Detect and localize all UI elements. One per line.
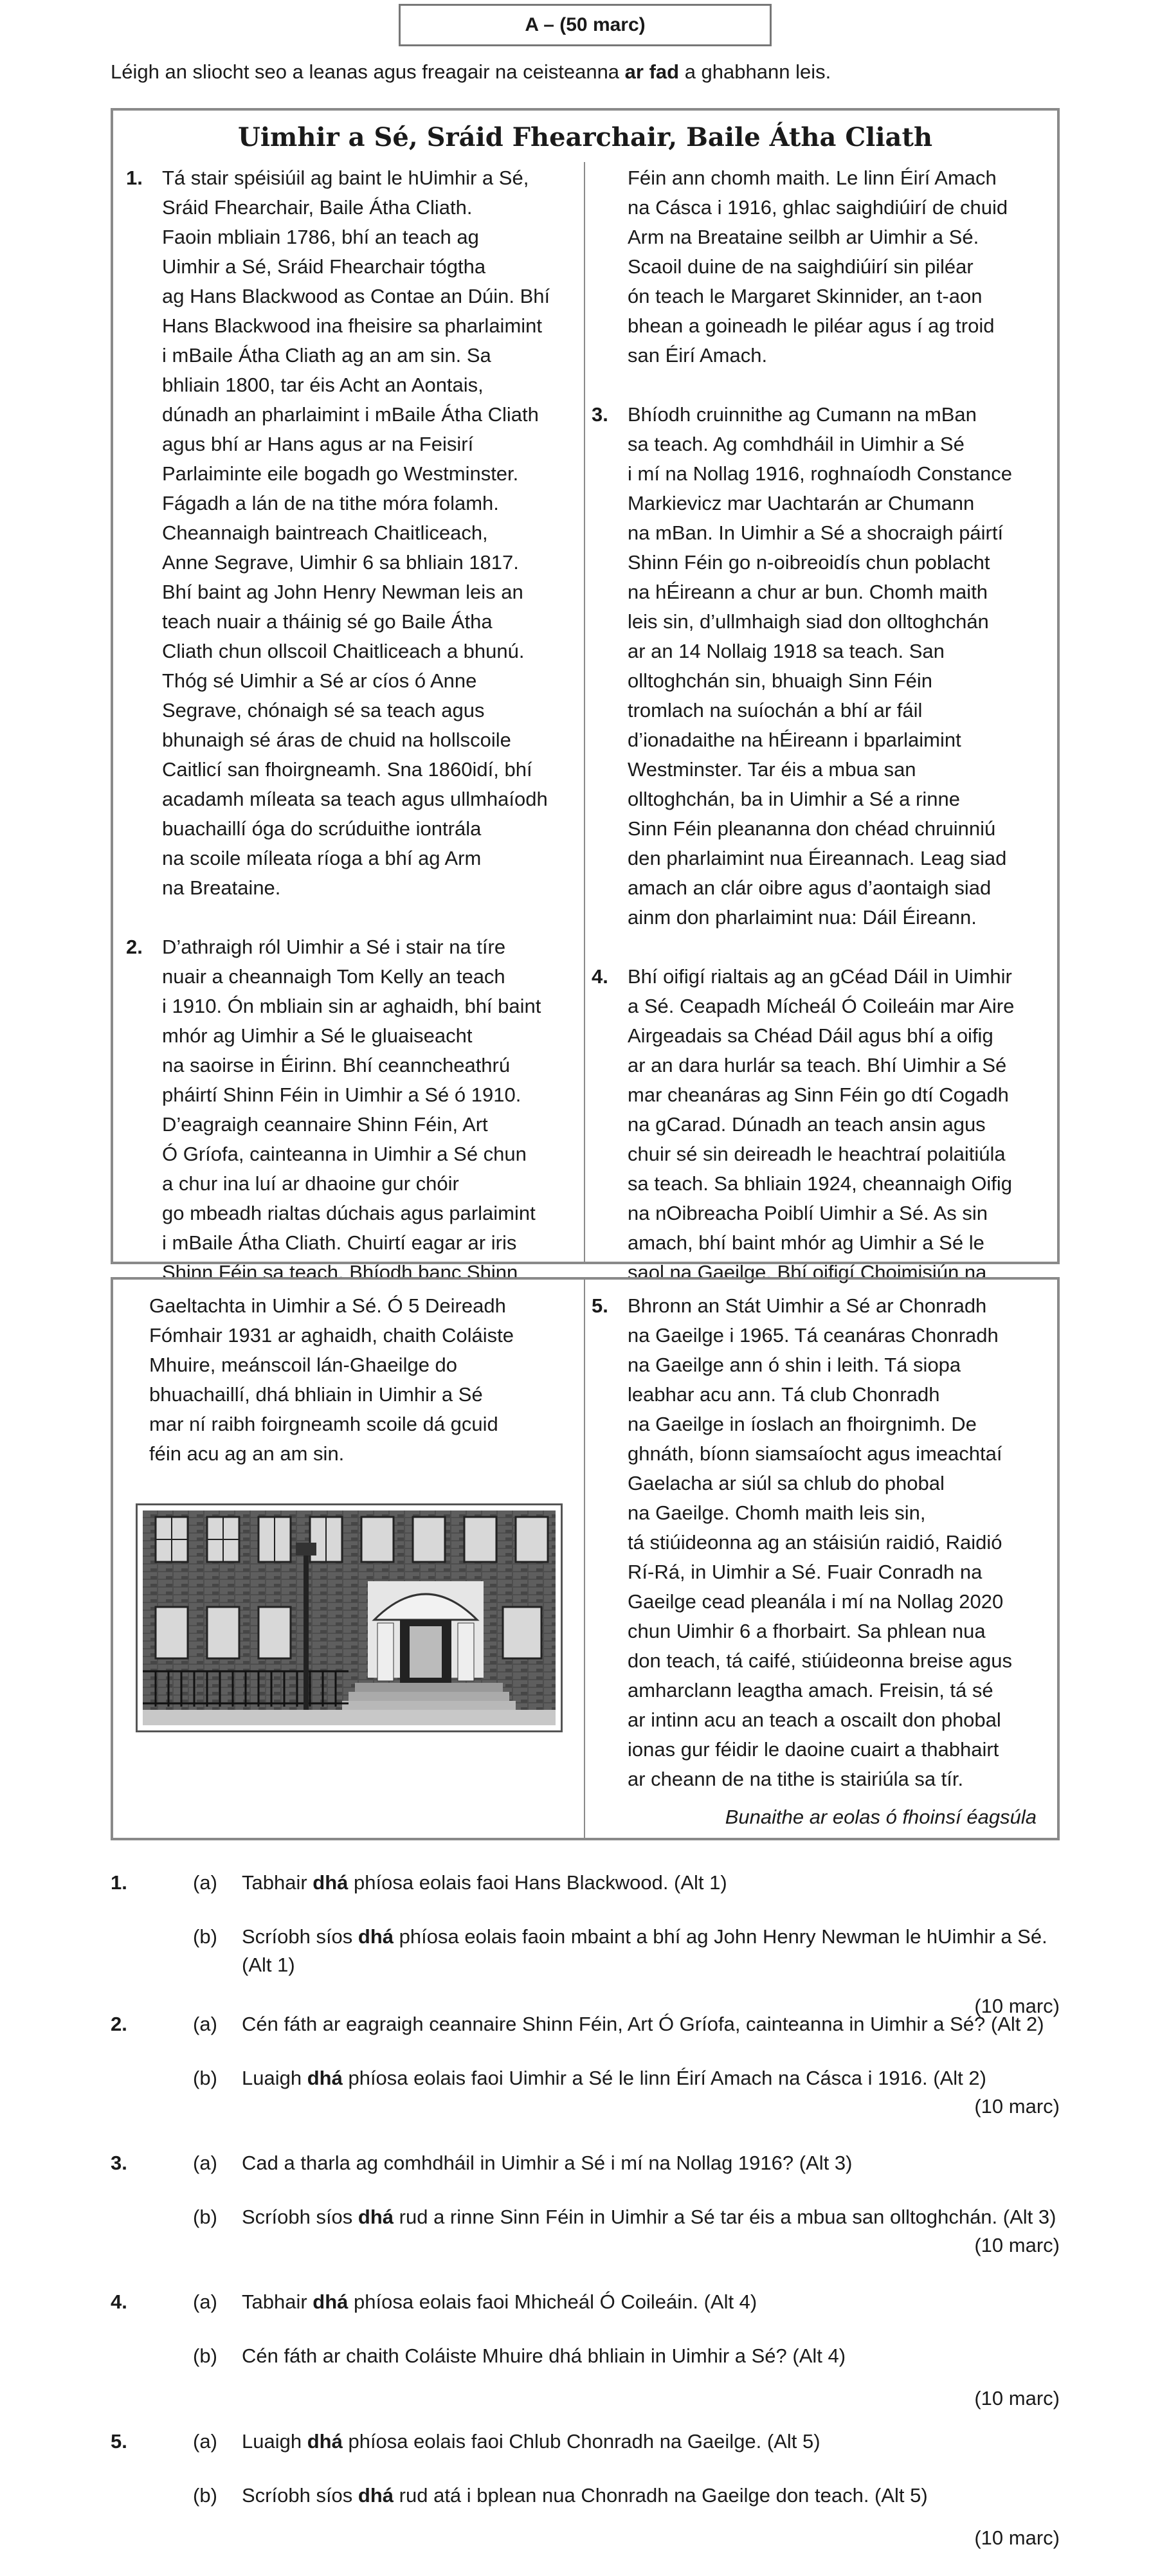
passage-line: saol na Gaeilge. Bhí oifigí Choimisiún na [628,1261,987,1283]
passage-line: Hans Blackwood ina fheisire sa pharlaimint [162,314,543,337]
question-text: Cad a tharla ag comhdháil in Uimhir a Sé i mí na Nollag 1916? (Alt 3) [242,2152,853,2174]
question-bold: dhá [358,2484,394,2507]
question-text: Tabhair [242,2290,313,2313]
passage-line: Ó Gríofa, cainteanna in Uimhir a Sé chun [162,1143,527,1165]
question-bold: dhá [307,2067,343,2089]
passage-line: na Cásca i 1916, ghlac saighdiúirí de chuid [628,196,1008,219]
passage-line: na Gaeilge in íoslach an fhoirgnimh. De [628,1413,977,1435]
passage-line: nuair a cheannaigh Tom Kelly an teach [162,965,505,988]
passage-line: ar intinn acu an teach a oscailt don phobal [628,1709,1001,1731]
question-marks: (10 marc) [974,2387,1060,2409]
question-part-text [242,1923,1060,1979]
paragraph-number: 2. [126,936,143,958]
question-bold: dhá [307,2430,343,2453]
passage-line: i mBaile Átha Cliath ag an am sin. Sa [162,344,491,367]
passage-line: na scoile míleata ríoga a bhí ag Arm [162,847,482,869]
question-marks: (10 marc) [974,2234,1060,2256]
building-photo [136,1503,563,1732]
question-bold: dhá [358,2206,394,2228]
passage-line: na Gaeilge. Chomh maith leis sin, [628,1501,926,1524]
passage-line: Markievicz mar Uachtarán ar Chumann [628,492,975,514]
paragraph-3 [592,400,1052,932]
passage-line: mhór ag Uimhir a Sé le gluaiseacht [162,1024,473,1047]
question-text: phíosa eolais faoi Uimhir a Sé le linn Éirí Amach na Cásca i 1916. (Alt 2) [342,2067,986,2089]
passage-line: Bhí oifigí rialtais ag an gCéad Dáil in Uimhir [628,965,1012,988]
passage-line: pháirtí Shinn Féin in Uimhir a Sé ó 1910. [162,1084,521,1106]
passage-line: Shinn Féin sa teach. Bhíodh banc Shinn [162,1261,518,1283]
right-column [592,163,1052,1287]
question-part-label: (a) [193,2013,217,2035]
passage-line: Arm na Breataine seilbh ar Uimhir a Sé. [628,226,979,248]
instruction [111,60,831,84]
question-part-label: (b) [193,2345,217,2367]
passage-line: chun Uimhir 6 a fhorbairt. Sa phlean nua [628,1620,986,1642]
paragraph-1 [126,163,574,903]
passage-line: ar an 14 Nollaig 1918 sa teach. San [628,640,945,662]
question-part-text [242,2064,1060,2092]
paragraph-4-continued [149,1291,574,1469]
question-part-text [242,1869,1060,1897]
passage-line: teach nuair a tháinig sé go Baile Átha [162,610,493,633]
question-text: rud atá i bplean nua Chonradh na Gaeilge don teach. (Alt 5) [394,2484,928,2507]
passage-line: sa teach. Ag comhdháil in Uimhir a Sé [628,433,965,455]
question-part-text [242,2288,1060,2316]
passage-line: Rí-Rá, in Uimhir a Sé. Fuair Conradh na [628,1561,983,1583]
passage-line: olltoghchán, ba in Uimhir a Sé a rinne [628,788,960,810]
question-part-text [242,2203,1060,2231]
passage-line: Anne Segrave, Uimhir 6 sa bhliain 1817. [162,551,519,574]
passage-line: tromlach na suíochán a bhí ar fáil [628,699,923,721]
question-number: 2. [111,2013,127,2035]
passage-line: féin acu ag an am sin. [149,1442,345,1465]
passage-line: san Éirí Amach. [628,344,768,367]
question-text: Luaigh [242,2067,307,2089]
question-text: (Alt 1) [242,1954,295,1976]
passage-line: Sinn Féin pleananna don chéad chruinniú [628,817,996,840]
passage-line: buachaillí óga do scrúduithe iontrála [162,817,482,840]
passage-line: i 1910. Ón mbliain sin ar aghaidh, bhí baint [162,995,541,1017]
passage-line: na gCarad. Dúnadh an teach ansin agus [628,1113,986,1136]
question-part-label: (b) [193,2484,217,2507]
passage-line: bhunaigh sé áras de chuid na hollscoile [162,729,511,751]
passage-line: Caitlicí san fhoirgneamh. Sna 1860idí, bhí [162,758,532,781]
question-text: Cén fáth ar eagraigh ceannaire Shinn Féin, Art Ó Gríofa, cainteanna in Uimhir a Sé? (Alt 2) [242,2013,1044,2035]
question-text: rud a rinne Sinn Féin in Uimhir a Sé tar éis a mbua san olltoghchán. (Alt 3) [394,2206,1056,2228]
question-text: Scríobh síos [242,2484,358,2507]
passage-line: na Breataine. [162,876,281,899]
question-marks: (10 marc) [974,1995,1060,2017]
question-text: phíosa eolais faoi Mhicheál Ó Coileáin. (Alt 4) [348,2290,757,2313]
passage-title: Uimhir a Sé, Sráid Fhearchair, Baile Átha Cliath [237,122,933,152]
passage-line: don teach, tá caifé, stiúideonna breise agus [628,1649,1013,1672]
passage-line: go mbeadh rialtas dúchais agus parlaimint [162,1202,536,1224]
paragraph-2-continued [628,163,1052,370]
question-part-text [242,2342,1060,2370]
passage-line: na hÉireann a chur ar bun. Chomh maith [628,581,988,603]
passage-line: na Gaeilge ann ó shin i leith. Tá siopa [628,1354,961,1376]
question-text: Scríobh síos [242,1925,358,1948]
question-bold: dhá [313,1871,349,1894]
building-photo-image [143,1510,556,1725]
passage-line: Scaoil duine de na saighdiúirí sin piléar [628,255,974,278]
passage-line: Gaeltachta in Uimhir a Sé. Ó 5 Deireadh [149,1294,506,1317]
question-3 [111,2149,1060,2278]
passage-line: leabhar acu ann. Tá club Chonradh [628,1383,940,1406]
passage-line: bhuachaillí, dhá bhliain in Uimhir a Sé [149,1383,483,1406]
passage-line: mar cheanáras ag Sinn Féin go dtí Cogadh [628,1084,1009,1106]
passage-line: ionas gur féidir le daoine cuairt a thabhairt [628,1738,999,1761]
question-part-text [242,2481,1060,2510]
passage-line: Gaelacha ar siúl sa chlub do phobal [628,1472,945,1494]
instruction-bold: ar fad [624,60,680,83]
question-marks: (10 marc) [974,2095,1060,2118]
question-number: 4. [111,2290,127,2313]
passage-line: Faoin mbliain 1786, bhí an teach ag [162,226,479,248]
passage-line: sa teach. Sa bhliain 1924, cheannaigh Oifig [628,1172,1013,1195]
passage-line: Tá stair spéisiúil ag baint le hUimhir a Sé, [162,167,529,189]
passage-line: Mhuire, meánscoil lán-Ghaeilge do [149,1354,458,1376]
passage-line: ar an dara hurlár sa teach. Bhí Uimhir a Sé [628,1054,1007,1076]
question-part-label: (a) [193,1871,217,1894]
column-divider [584,1280,585,1838]
passage-line: Féin ann chomh maith. Le linn Éirí Amach [628,167,997,189]
passage-line: Bhronn an Stát Uimhir a Sé ar Chonradh [628,1294,987,1317]
passage-line: Cliath chun ollscoil Chaitliceach a bhunú. [162,640,525,662]
passage-line: olltoghchán sin, bhuaigh Sinn Féin [628,669,932,692]
passage-line: dúnadh an pharlaimint i mBaile Átha Cliath [162,403,539,426]
passage-line: Parlaiminte eile bogadh go Westminster. [162,462,519,485]
paragraph-number: 5. [592,1294,608,1317]
question-text: Tabhair [242,1871,313,1894]
question-marks: (10 marc) [974,2526,1060,2549]
section-header: A – (50 marc) [399,4,772,46]
passage-line: d’ionadaithe na hÉireann i bparlaimint [628,729,961,751]
column-divider [584,162,585,1262]
passage-line: ag Hans Blackwood as Contae an Dúin. Bhí [162,285,550,307]
passage-line: Segrave, chónaigh sé sa teach agus [162,699,485,721]
question-part-label: (b) [193,1925,217,1948]
passage-line: Airgeadais sa Chéad Dáil agus bhí a oifig [628,1024,993,1047]
passage-line: chuir sé sin deireadh le heachtraí polaitiúla [628,1143,1006,1165]
passage-line: a chur ina luí ar dhaoine gur chóir [162,1172,459,1195]
paragraph-2 [126,932,574,1287]
question-text: Luaigh [242,2430,307,2453]
question-text: Scríobh síos [242,2206,358,2228]
question-part-text [242,2149,1060,2177]
question-bold: dhá [358,1925,394,1948]
paragraph-5 [592,1291,1052,1794]
left-column [126,163,574,1287]
passage-line: agus bhí ar Hans agus ar na Feisirí [162,433,474,455]
source-note: Bunaithe ar eolas ó fhoinsí éagsúla [725,1806,1037,1828]
passage-line: Sráid Fhearchair, Baile Átha Cliath. [162,196,473,219]
paragraph-number: 3. [592,403,608,426]
question-number: 5. [111,2430,127,2453]
passage-line: Gaeilge cead pleanála i mí na Nollag 2020 [628,1590,1004,1613]
passage-line: na nOibreacha Poiblí Uimhir a Sé. As sin [628,1202,988,1224]
passage-box-page1 [111,108,1060,1283]
passage-line: amharclann leagtha amach. Freisin, tá sé [628,1679,993,1701]
instruction-text: Léigh an sliocht seo a leanas agus freagair na ceisteanna [111,60,625,83]
left-column [149,1291,574,1469]
passage-line: mar ní raibh foirgneamh scoile dá gcuid [149,1413,498,1435]
passage-line: a Sé. Ceapadh Mícheál Ó Coileáin mar Aire [628,995,1015,1017]
question-text: phíosa eolais faoin mbaint a bhí ag John Henry Newman le hUimhir a Sé. [394,1925,1047,1948]
question-part-label: (a) [193,2152,217,2174]
passage-line: ainm don pharlaimint nua: Dáil Éireann. [628,906,977,929]
passage-line: acadamh míleata sa teach agus ullmhaíodh [162,788,548,810]
passage-line: tá stiúideonna ag an stáisiún raidió, Raidió [628,1531,1002,1554]
question-5 [111,2427,1060,2556]
passage-line: na Gaeilge i 1965. Tá ceanáras Chonradh [628,1324,999,1347]
question-number: 1. [111,1871,127,1894]
passage-line: D’athraigh ról Uimhir a Sé i stair na tíre [162,936,506,958]
passage-line: na mBan. In Uimhir a Sé a shocraigh páirtí [628,522,1004,544]
passage-line: Fágadh a lán de na tithe móra folamh. [162,492,499,514]
passage-line: bhean a goineadh le piléar agus í ag troid [628,314,995,337]
passage-line: Fómhair 1931 ar aghaidh, chaith Coláiste [149,1324,514,1347]
passage-line: Uimhir a Sé, Sráid Fhearchair tógtha [162,255,486,278]
question-4 [111,2288,1060,2417]
paragraph-4 [592,962,1052,1287]
question-part-text [242,2427,1060,2456]
passage-line: i mí na Nollag 1916, roghnaíodh Constance [628,462,1013,485]
question-part-label: (a) [193,2290,217,2313]
passage-line: ón teach le Margaret Skinnider, an t-aon [628,285,983,307]
question-text: phíosa eolais faoi Hans Blackwood. (Alt 1) [348,1871,727,1894]
passage-line: ghnáth, bíonn siamsaíocht agus imeachtaí [628,1442,1002,1465]
question-bold: dhá [313,2290,349,2313]
question-part-label: (b) [193,2206,217,2228]
question-number: 3. [111,2152,127,2174]
passage-line: Cheannaigh baintreach Chaitliceach, [162,522,488,544]
question-2 [111,2010,1060,2139]
question-1 [111,1869,1060,2017]
passage-line: den pharlaimint nua Éireannach. Leag siad [628,847,1007,869]
question-text: phíosa eolais faoi Chlub Chonradh na Gaeilge. (Alt 5) [342,2430,820,2453]
paragraph-number: 4. [592,965,608,988]
instruction-text-end: a ghabhann leis. [679,60,831,83]
passage-box-page2 [111,1277,1060,1840]
paragraph-number: 1. [126,167,143,189]
passage-line: Thóg sé Uimhir a Sé ar cíos ó Anne [162,669,477,692]
passage-line: amach, bhí baint mhór ag Uimhir a Sé le [628,1231,984,1254]
question-part-label: (b) [193,2067,217,2089]
passage-line: Bhí baint ag John Henry Newman leis an [162,581,523,603]
passage-line: i mBaile Átha Cliath. Chuirtí eagar ar iris [162,1231,517,1254]
passage-line: Bhíodh cruinnithe ag Cumann na mBan [628,403,977,426]
question-part-text [242,2010,1060,2038]
question-text: Cén fáth ar chaith Coláiste Mhuire dhá bhliain in Uimhir a Sé? (Alt 4) [242,2345,846,2367]
passage-line: bhliain 1800, tar éis Acht an Aontais, [162,374,484,396]
passage-line: leis sin, d’ullmhaigh siad don olltoghchán [628,610,989,633]
passage-line: Westminster. Tar éis a mbua san [628,758,916,781]
passage-line: D’eagraigh ceannaire Shinn Féin, Art [162,1113,488,1136]
right-column [592,1291,1052,1794]
passage-line: ar cheann de na tithe is stairiúla sa tír. [628,1768,964,1790]
question-part-label: (a) [193,2430,217,2453]
passage-line: na saoirse in Éirinn. Bhí ceanncheathrú [162,1054,511,1076]
passage-line: Shinn Féin go n-oibreoidís chun poblacht [628,551,990,574]
passage-line: amach an clár oibre agus d’aontaigh siad [628,876,992,899]
